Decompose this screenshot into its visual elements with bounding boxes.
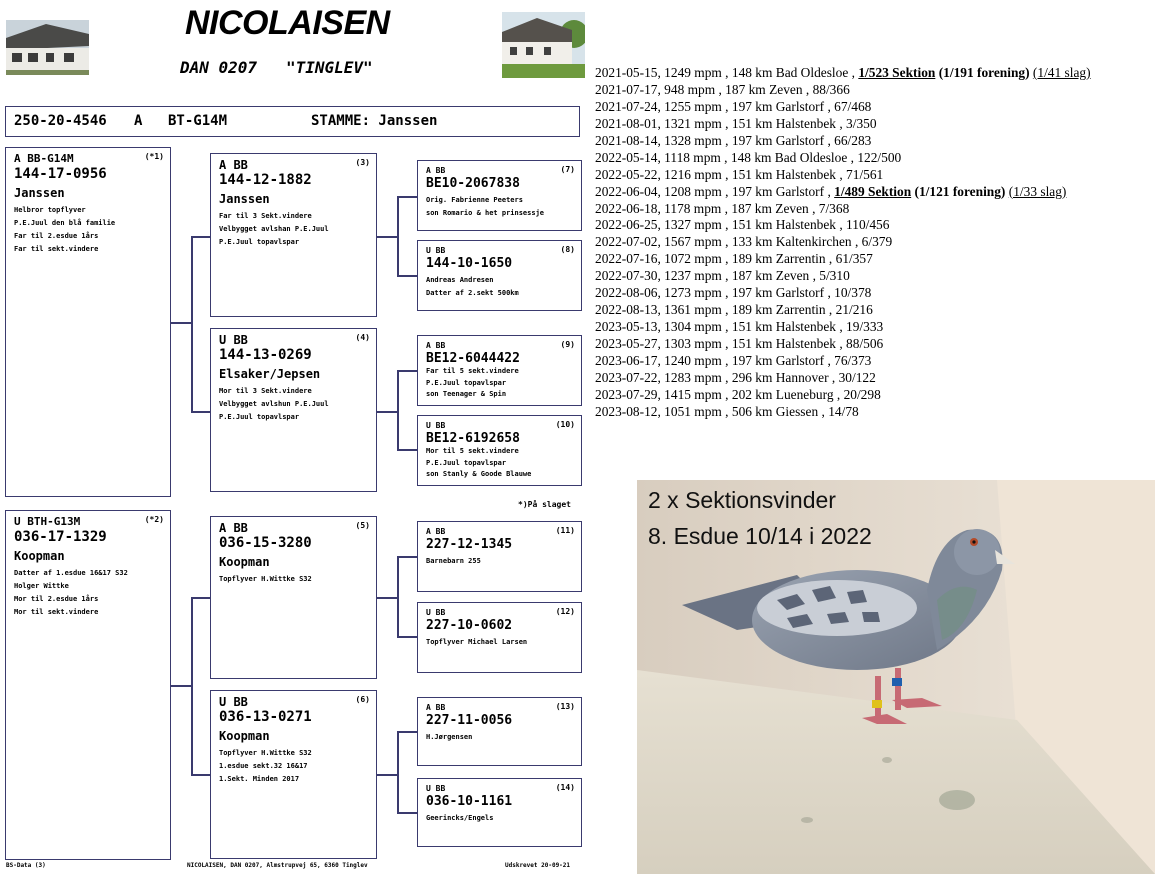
connector xyxy=(191,597,193,775)
farm-photo-left xyxy=(6,20,89,75)
card-head: A BB xyxy=(426,527,446,536)
card-note: Helbror topflyver xyxy=(14,206,86,214)
connector xyxy=(376,236,398,238)
card-position: (13) xyxy=(555,702,575,711)
card-position: (4) xyxy=(355,333,370,342)
card-notes xyxy=(426,812,493,825)
card-head: A BB xyxy=(426,703,446,712)
pedigree-card-13 xyxy=(417,697,582,766)
card-ring: 036-17-1329 xyxy=(14,529,107,545)
connector xyxy=(376,774,398,776)
card-position: (12) xyxy=(555,607,575,616)
result-sektion: 1/523 Sektion xyxy=(858,65,936,80)
card-head: U BB xyxy=(426,608,446,617)
result-row: 2023-05-13, 1304 mpm , 151 km Halstenbek , 19/333 xyxy=(595,319,884,335)
connector xyxy=(191,774,211,776)
card-strain: Koopman xyxy=(219,555,270,569)
page-subtitle: DAN 0207 "TINGLEV" xyxy=(180,58,373,77)
card-note: Far til 2.esdue 1års xyxy=(14,232,99,240)
card-position: (5) xyxy=(355,521,370,530)
connector xyxy=(397,275,417,277)
card-note: P.E.Juul den blå familie xyxy=(14,219,116,227)
card-position: (*1) xyxy=(144,152,164,161)
pedigree-card-11 xyxy=(417,521,582,592)
result-row: 2022-07-02, 1567 mpm , 133 km Kaltenkirchen , 6/379 xyxy=(595,234,893,250)
pigeon-ring: 250-20-4546 xyxy=(14,113,107,129)
paa-slaget-note: *)På slaget xyxy=(518,500,571,509)
card-note: Mor til 5 sekt.vindere xyxy=(426,447,519,455)
card-notes xyxy=(14,204,115,256)
footer-left: BS-Data (3) xyxy=(6,862,46,869)
connector xyxy=(397,370,399,450)
card-ring: 036-13-0271 xyxy=(219,709,312,725)
result-row xyxy=(595,65,1091,82)
card-note: Datter af 2.sekt 500km xyxy=(426,288,519,297)
card-position: (*2) xyxy=(144,515,164,524)
card-head: A BB xyxy=(426,341,446,350)
result-row: 2022-07-30, 1237 mpm , 187 km Zeven , 5/310 xyxy=(595,268,850,284)
result-forening: (1/191 forening) xyxy=(935,65,1033,80)
pigeon-color: BT-G14M xyxy=(168,113,228,129)
card-note: Velbygget avlshun P.E.Juul xyxy=(219,400,329,408)
card-notes xyxy=(426,731,472,744)
pigeon-header-box xyxy=(5,106,580,137)
card-notes xyxy=(219,573,312,586)
card-notes xyxy=(426,366,519,401)
card-head: U BB xyxy=(219,695,248,709)
card-note: Topflyver H.Wittke S32 xyxy=(219,575,312,583)
card-ring: 036-10-1161 xyxy=(426,794,513,809)
result-row: 2022-05-22, 1216 mpm , 151 km Halstenbek , 71/561 xyxy=(595,166,884,182)
card-position: (3) xyxy=(355,158,370,167)
card-position: (14) xyxy=(555,783,575,792)
card-notes xyxy=(426,274,519,299)
card-position: (7) xyxy=(560,165,575,174)
pedigree-card-5 xyxy=(210,516,377,679)
pedigree-card-8 xyxy=(417,240,582,311)
card-note: P.E.Juul topavlspar xyxy=(426,378,507,387)
card-notes xyxy=(426,446,531,481)
result-text: 2022-06-04, 1208 mpm , 197 km Garlstorf , xyxy=(595,183,835,199)
card-notes xyxy=(426,636,527,649)
connector xyxy=(397,449,417,451)
pedigree-card-10 xyxy=(417,415,582,486)
result-slag: (1/33 slag) xyxy=(1008,183,1067,199)
result-row: 2023-07-22, 1283 mpm , 296 km Hannover , 30/122 xyxy=(595,369,876,385)
card-notes xyxy=(426,194,544,219)
card-position: (6) xyxy=(355,695,370,704)
connector xyxy=(191,411,211,413)
results-list xyxy=(595,65,1091,421)
card-head: U BB xyxy=(426,421,446,430)
card-note: Mor til 2.esdue 1års xyxy=(14,595,99,603)
card-ring: 036-15-3280 xyxy=(219,535,312,551)
result-sektion: 1/489 Sektion xyxy=(834,183,912,199)
card-head: A BB xyxy=(219,521,248,535)
connector xyxy=(191,597,211,599)
photo-caption-line2: 8. Esdue 10/14 i 2022 xyxy=(648,523,872,549)
pedigree-card-14 xyxy=(417,778,582,847)
pedigree-card-7 xyxy=(417,160,582,231)
card-ring: 144-10-1650 xyxy=(426,256,513,271)
pedigree-card-6 xyxy=(210,690,377,859)
connector xyxy=(376,411,398,413)
card-note: H.Jørgensen xyxy=(426,733,473,741)
card-ring: BE12-6044422 xyxy=(426,351,520,366)
photo-caption-line1: 2 x Sektionsvinder xyxy=(648,487,836,513)
card-ring: BE12-6192658 xyxy=(426,431,520,446)
card-note: 1.esdue sekt.32 16&17 xyxy=(219,762,308,770)
card-ring: 227-10-0602 xyxy=(426,618,513,633)
card-note: 1.Sekt. Minden 2017 xyxy=(219,775,300,783)
card-note: Velbygget avlshan P.E.Juul xyxy=(219,225,329,233)
result-row: 2022-06-25, 1327 mpm , 151 km Halstenbek , 110/456 xyxy=(595,217,890,233)
result-row: 2023-05-27, 1303 mpm , 151 km Halstenbek , 88/506 xyxy=(595,336,884,351)
pedigree-card-12 xyxy=(417,602,582,673)
card-head: U BB xyxy=(426,246,446,255)
card-head: A BB xyxy=(219,158,248,172)
connector xyxy=(397,636,417,638)
card-note: Geerincks/Engels xyxy=(426,814,494,822)
card-position: (9) xyxy=(560,340,575,349)
card-ring: 144-17-0956 xyxy=(14,166,107,182)
connector xyxy=(397,731,399,813)
card-strain: Koopman xyxy=(14,549,65,563)
card-note: Far til 3 Sekt.vindere xyxy=(219,212,312,220)
card-ring: 227-12-1345 xyxy=(426,537,513,552)
card-note: Andreas Andresen xyxy=(426,276,494,284)
card-note: Datter af 1.esdue 16&17 S32 xyxy=(14,569,128,577)
connector xyxy=(397,196,399,276)
connector xyxy=(170,685,192,687)
card-note: son Teenager & Spin xyxy=(426,390,507,398)
pedigree-card-9 xyxy=(417,335,582,406)
card-strain: Elsaker/Jepsen xyxy=(219,367,321,381)
result-row: 2023-08-12, 1051 mpm , 506 km Giessen , 14/78 xyxy=(595,403,859,419)
connector xyxy=(397,556,417,558)
footer-right: Udskrevet 20-09-21 xyxy=(505,862,571,869)
connector xyxy=(397,196,417,198)
pigeon-strain: STAMME: Janssen xyxy=(311,113,438,129)
result-slag: (1/41 slag) xyxy=(1032,65,1091,80)
result-row: 2021-07-24, 1255 mpm , 197 km Garlstorf , 67/468 xyxy=(595,98,872,114)
card-strain: Janssen xyxy=(219,192,270,206)
card-position: (8) xyxy=(560,245,575,254)
card-head: U BB xyxy=(426,784,446,793)
card-notes xyxy=(219,210,329,249)
result-forening: (1/121 forening) xyxy=(911,183,1009,199)
card-notes xyxy=(14,567,128,619)
card-head: A BB xyxy=(426,166,446,175)
card-note: Far til 5 sekt.vindere xyxy=(426,367,519,375)
card-note: P.E.Juul topavlspar xyxy=(426,458,507,467)
connector xyxy=(397,812,417,814)
pedigree-card-sire xyxy=(5,147,171,497)
connector xyxy=(191,236,193,412)
result-row: 2021-07-17, 948 mpm , 187 km Zeven , 88/366 xyxy=(595,81,850,97)
card-note: Orig. Fabrienne Peeters xyxy=(426,196,523,204)
card-notes xyxy=(219,385,329,424)
card-position: (10) xyxy=(555,420,575,429)
connector xyxy=(191,236,211,238)
connector xyxy=(376,597,398,599)
card-head: U BTH-G13M xyxy=(14,515,81,528)
card-note: P.E.Juul topavlspar xyxy=(219,413,300,421)
card-ring: 227-11-0056 xyxy=(426,713,513,728)
card-note: Topflyver Michael Larsen xyxy=(426,638,528,646)
result-row: 2022-08-06, 1273 mpm , 197 km Garlstorf , 10/378 xyxy=(595,285,872,301)
card-ring: 144-13-0269 xyxy=(219,347,312,363)
pedigree-card-3 xyxy=(210,153,377,317)
connector xyxy=(397,731,417,733)
result-row: 2021-08-01, 1321 mpm , 151 km Halstenbek , 3/350 xyxy=(595,115,877,131)
card-note: Topflyver H.Wittke S32 xyxy=(219,749,312,757)
card-head: U BB xyxy=(219,333,248,347)
card-head: A BB-G14M xyxy=(14,152,74,165)
card-ring: BE10-2067838 xyxy=(426,176,520,191)
card-note: son Stanly & Goode Blauwe xyxy=(426,470,532,478)
card-strain: Koopman xyxy=(219,729,270,743)
card-note: Mor til 3 Sekt.vindere xyxy=(219,387,312,395)
card-ring: 144-12-1882 xyxy=(219,172,312,188)
card-note: P.E.Juul topavlspar xyxy=(219,238,300,246)
card-position: (11) xyxy=(555,526,575,535)
result-row: 2023-07-29, 1415 mpm , 202 km Lueneburg , 20/298 xyxy=(595,386,881,402)
card-note: Mor til sekt.vindere xyxy=(14,608,99,616)
page-title: NICOLAISEN xyxy=(185,4,390,42)
card-note: son Romario & het prinsessje xyxy=(426,208,545,217)
footer-center: NICOLAISEN, DAN 0207, Almstrupvej 65, 6360 Tinglev xyxy=(187,862,368,869)
card-note: Holger Wittke xyxy=(14,582,69,590)
result-row: 2022-08-13, 1361 mpm , 189 km Zarrentin , 21/216 xyxy=(595,302,873,318)
connector xyxy=(170,322,192,324)
farm-photo-right xyxy=(502,12,585,78)
card-notes xyxy=(219,747,312,786)
card-note: Barnebarn 255 xyxy=(426,557,481,565)
card-notes xyxy=(426,555,481,568)
result-text: 2021-05-15, 1249 mpm , 148 km Bad Oldesloe , xyxy=(595,65,859,80)
pedigree-card-4 xyxy=(210,328,377,492)
result-row: 2021-08-14, 1328 mpm , 197 km Garlstorf , 66/283 xyxy=(595,132,872,148)
result-row: 2023-06-17, 1240 mpm , 197 km Garlstorf , 76/373 xyxy=(595,352,872,368)
result-row: 2022-06-18, 1178 mpm , 187 km Zeven , 7/368 xyxy=(595,200,850,216)
pigeon-sex: A xyxy=(134,113,143,129)
result-row: 2022-07-16, 1072 mpm , 189 km Zarrentin , 61/357 xyxy=(595,251,873,267)
connector xyxy=(397,370,417,372)
card-note: Far til sekt.vindere xyxy=(14,245,99,253)
pedigree-card-dam xyxy=(5,510,171,860)
result-row xyxy=(595,184,1091,201)
connector xyxy=(397,556,399,637)
card-strain: Janssen xyxy=(14,186,65,200)
result-row: 2022-05-14, 1118 mpm , 148 km Bad Oldesloe , 122/500 xyxy=(595,149,902,165)
